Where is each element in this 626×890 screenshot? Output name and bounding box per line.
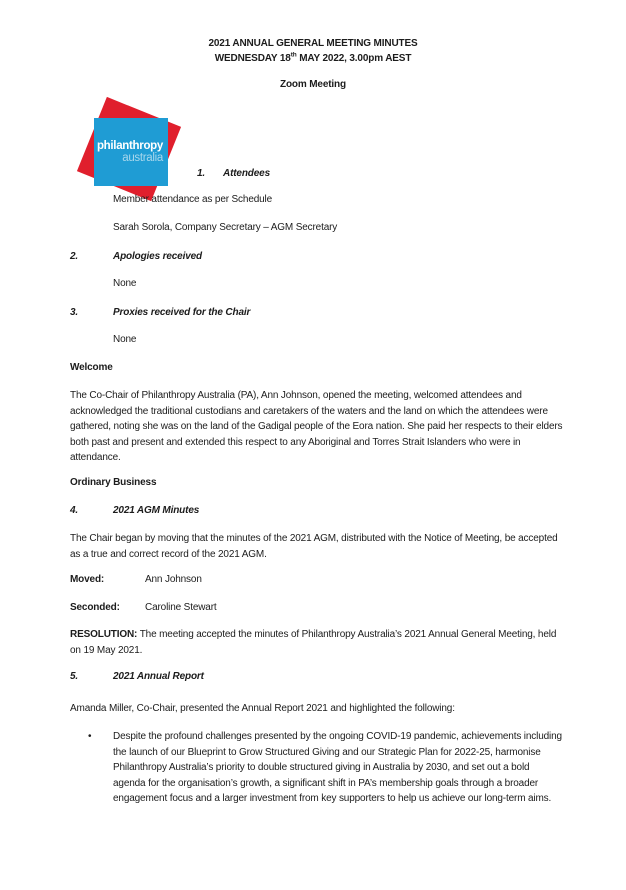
seconded-label: Seconded: [70,602,120,613]
logo-text-philanthropy: philanthropy [96,140,163,152]
logo-blue-square [94,118,168,186]
meeting-date-ordinal: th [290,51,297,59]
welcome-heading: Welcome [70,362,113,373]
section-3-heading [70,305,250,321]
philanthropy-australia-logo [66,98,192,196]
section-1-heading [197,166,270,182]
section-4-number: 4. [70,505,79,516]
resolution-label: RESOLUTION: [70,629,138,640]
section-4-label: 2021 AGM Minutes [113,505,200,516]
seconded-value: Caroline Stewart [145,602,217,613]
logo-text-australia: australia [122,152,163,164]
resolution-paragraph [70,627,564,658]
section-2-label: Apologies received [113,251,202,262]
meeting-title: 2021 ANNUAL GENERAL MEETING MINUTES [208,38,418,49]
agm-minutes-paragraph: The Chair began by moving that the minutes of the 2021 AGM, distributed with the Notice of Meeting, be accepted as a true and correct record of the 2021 AGM. [70,533,558,560]
attendees-line-1: Member attendance as per Schedule [113,194,273,205]
section-4-heading [70,503,199,519]
annual-report-bullet-item [88,729,563,807]
section-5-heading [70,669,204,685]
ordinary-business-heading: Ordinary Business [70,477,157,488]
moved-value: Ann Johnson [145,574,202,585]
section-3-label: Proxies received for the Chair [113,307,251,318]
moved-label: Moved: [70,574,105,585]
bullet-icon: • [88,731,92,742]
section-1-label: Attendees [223,168,270,179]
proxies-value: None [113,334,137,345]
meeting-location: Zoom Meeting [280,79,346,90]
meeting-date-prefix: WEDNESDAY 18 [214,53,291,64]
welcome-paragraph: The Co-Chair of Philanthropy Australia (PA), Ann Johnson, opened the meeting, welcomed attendees and acknowledged the traditional custodians and caretakers of the waters and the land on which the attendees were gathered, noting she was on the land of the Gadigal people of the Eora nation. She paid her respects to their elders both past and present and extended this respect to any Aboriginal and Torres Strait Islanders who were in attendance. [70,390,563,463]
section-2-heading [70,249,202,265]
section-5-label: 2021 Annual Report [113,671,204,682]
annual-report-bullet-text: Despite the profound challenges presented by the ongoing COVID-19 pandemic, achievements including the launch of our Blueprint to Grow Structured Giving and our Strategic Plan for 2022-25, harmonise Philanthropy Australia’s priority to double structured giving in Australia by 2030, and set out a bold agenda for the organisation’s growth, a significant shift in PA’s membership goals through a broader engagement focus and a larger investment from key supporters to help us achieve our long-term aims. [113,731,562,804]
meeting-date [0,51,626,67]
section-2-number: 2. [70,251,79,262]
attendees-line-2: Sarah Sorola, Company Secretary – AGM Secretary [113,222,338,233]
moved-row [70,572,202,588]
section-3-number: 3. [70,307,79,318]
meeting-date-suffix: MAY 2022, 3.00pm AEST [296,53,412,64]
resolution-text: The meeting accepted the minutes of Philanthropy Australia’s 2021 Annual General Meeting, held on 19 May 2021. [70,629,557,656]
seconded-row [70,600,217,616]
section-5-number: 5. [70,671,79,682]
apologies-value: None [113,278,137,289]
annual-report-intro: Amanda Miller, Co-Chair, presented the Annual Report 2021 and highlighted the following: [70,703,455,714]
section-1-number: 1. [197,168,206,179]
